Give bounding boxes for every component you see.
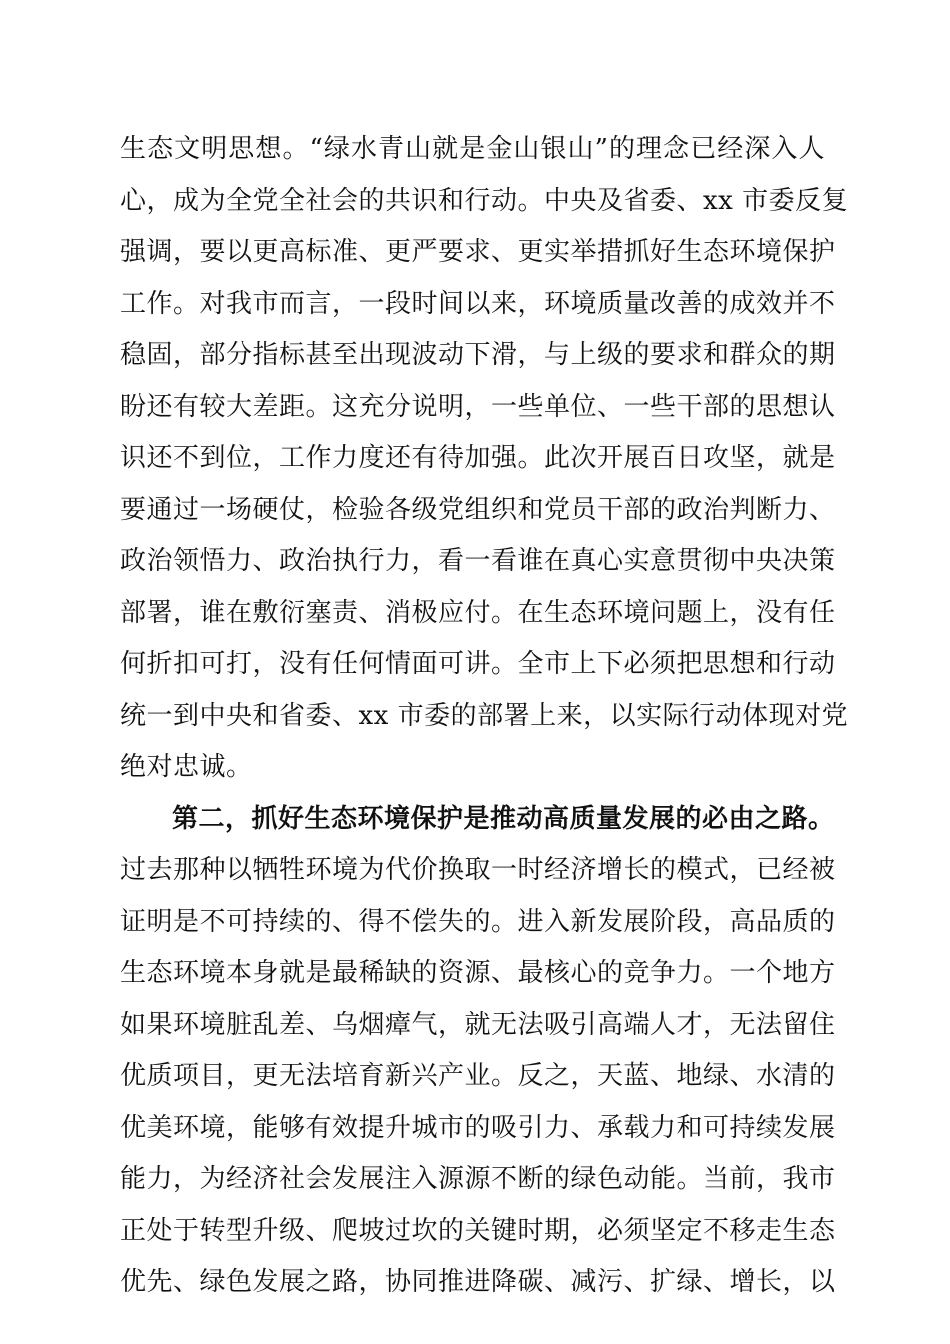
- text-line: 过去那种以牺牲环境为代价换取一时经济增长的模式，已经被: [120, 855, 836, 885]
- text-line: 正处于转型升级、爬坡过坎的关键时期，必须坚定不移走生态: [120, 1215, 836, 1246]
- text-line: 优美环境，能够有效提升城市的吸引力、承载力和可持续发展: [120, 1112, 836, 1143]
- body-text: [120, 124, 849, 1309]
- text-line: 心，成为全党全社会的共识和行动。中央及省委、xx 市委反复: [120, 185, 849, 216]
- text-line: 部署，谁在敷衍塞责、消极应付。在生态环境问题上，没有任: [120, 597, 836, 628]
- text-line: 如果环境脏乱差、乌烟瘴气，就无法吸引高端人才，无法留住: [120, 1009, 836, 1040]
- text-line: 绝对忠诚。: [120, 752, 253, 782]
- text-line: 生态文明思想。“绿水青山就是金山银山”的理念已经深入人: [120, 134, 825, 164]
- text-line: 统一到中央和省委、xx 市委的部署上来，以实际行动体现对党: [120, 700, 849, 731]
- text-line: 识还不到位，工作力度还有待加强。此次开展百日攻坚，就是: [120, 443, 836, 473]
- text-line: 稳固，部分指标甚至出现波动下滑，与上级的要求和群众的期: [120, 340, 836, 370]
- text-line: 强调，要以更高标准、更严要求、更实举措抓好生态环境保护: [120, 237, 836, 267]
- section-heading: 第二，抓好生态环境保护是推动高质量发展的必由之路。: [172, 803, 835, 834]
- text-line: 何折扣可打，没有任何情面可讲。全市上下必须把思想和行动: [120, 649, 836, 679]
- text-line: 要通过一场硬仗，检验各级党组织和党员干部的政治判断力、: [120, 494, 836, 525]
- paragraph-2: [120, 794, 836, 1309]
- paragraph-1: [120, 124, 849, 794]
- text-line: 工作。对我市而言，一段时间以来，环境质量改善的成效并不: [120, 288, 836, 319]
- text-line: 证明是不可持续的、得不偿失的。进入新发展阶段，高品质的: [120, 906, 836, 937]
- text-line: 政治领悟力、政治执行力，看一看谁在真心实意贯彻中央决策: [120, 546, 836, 576]
- text-line: 优先、绿色发展之路，协同推进降碳、减污、扩绿、增长，以: [120, 1267, 836, 1297]
- text-line: 盼还有较大差距。这充分说明，一些单位、一些干部的思想认: [120, 391, 836, 422]
- text-line: 优质项目，更无法培育新兴产业。反之，天蓝、地绿、水清的: [120, 1061, 836, 1091]
- text-line: 生态环境本身就是最稀缺的资源、最核心的竞争力。一个地方: [120, 958, 836, 988]
- text-line: 能力，为经济社会发展注入源源不断的绿色动能。当前，我市: [120, 1164, 836, 1194]
